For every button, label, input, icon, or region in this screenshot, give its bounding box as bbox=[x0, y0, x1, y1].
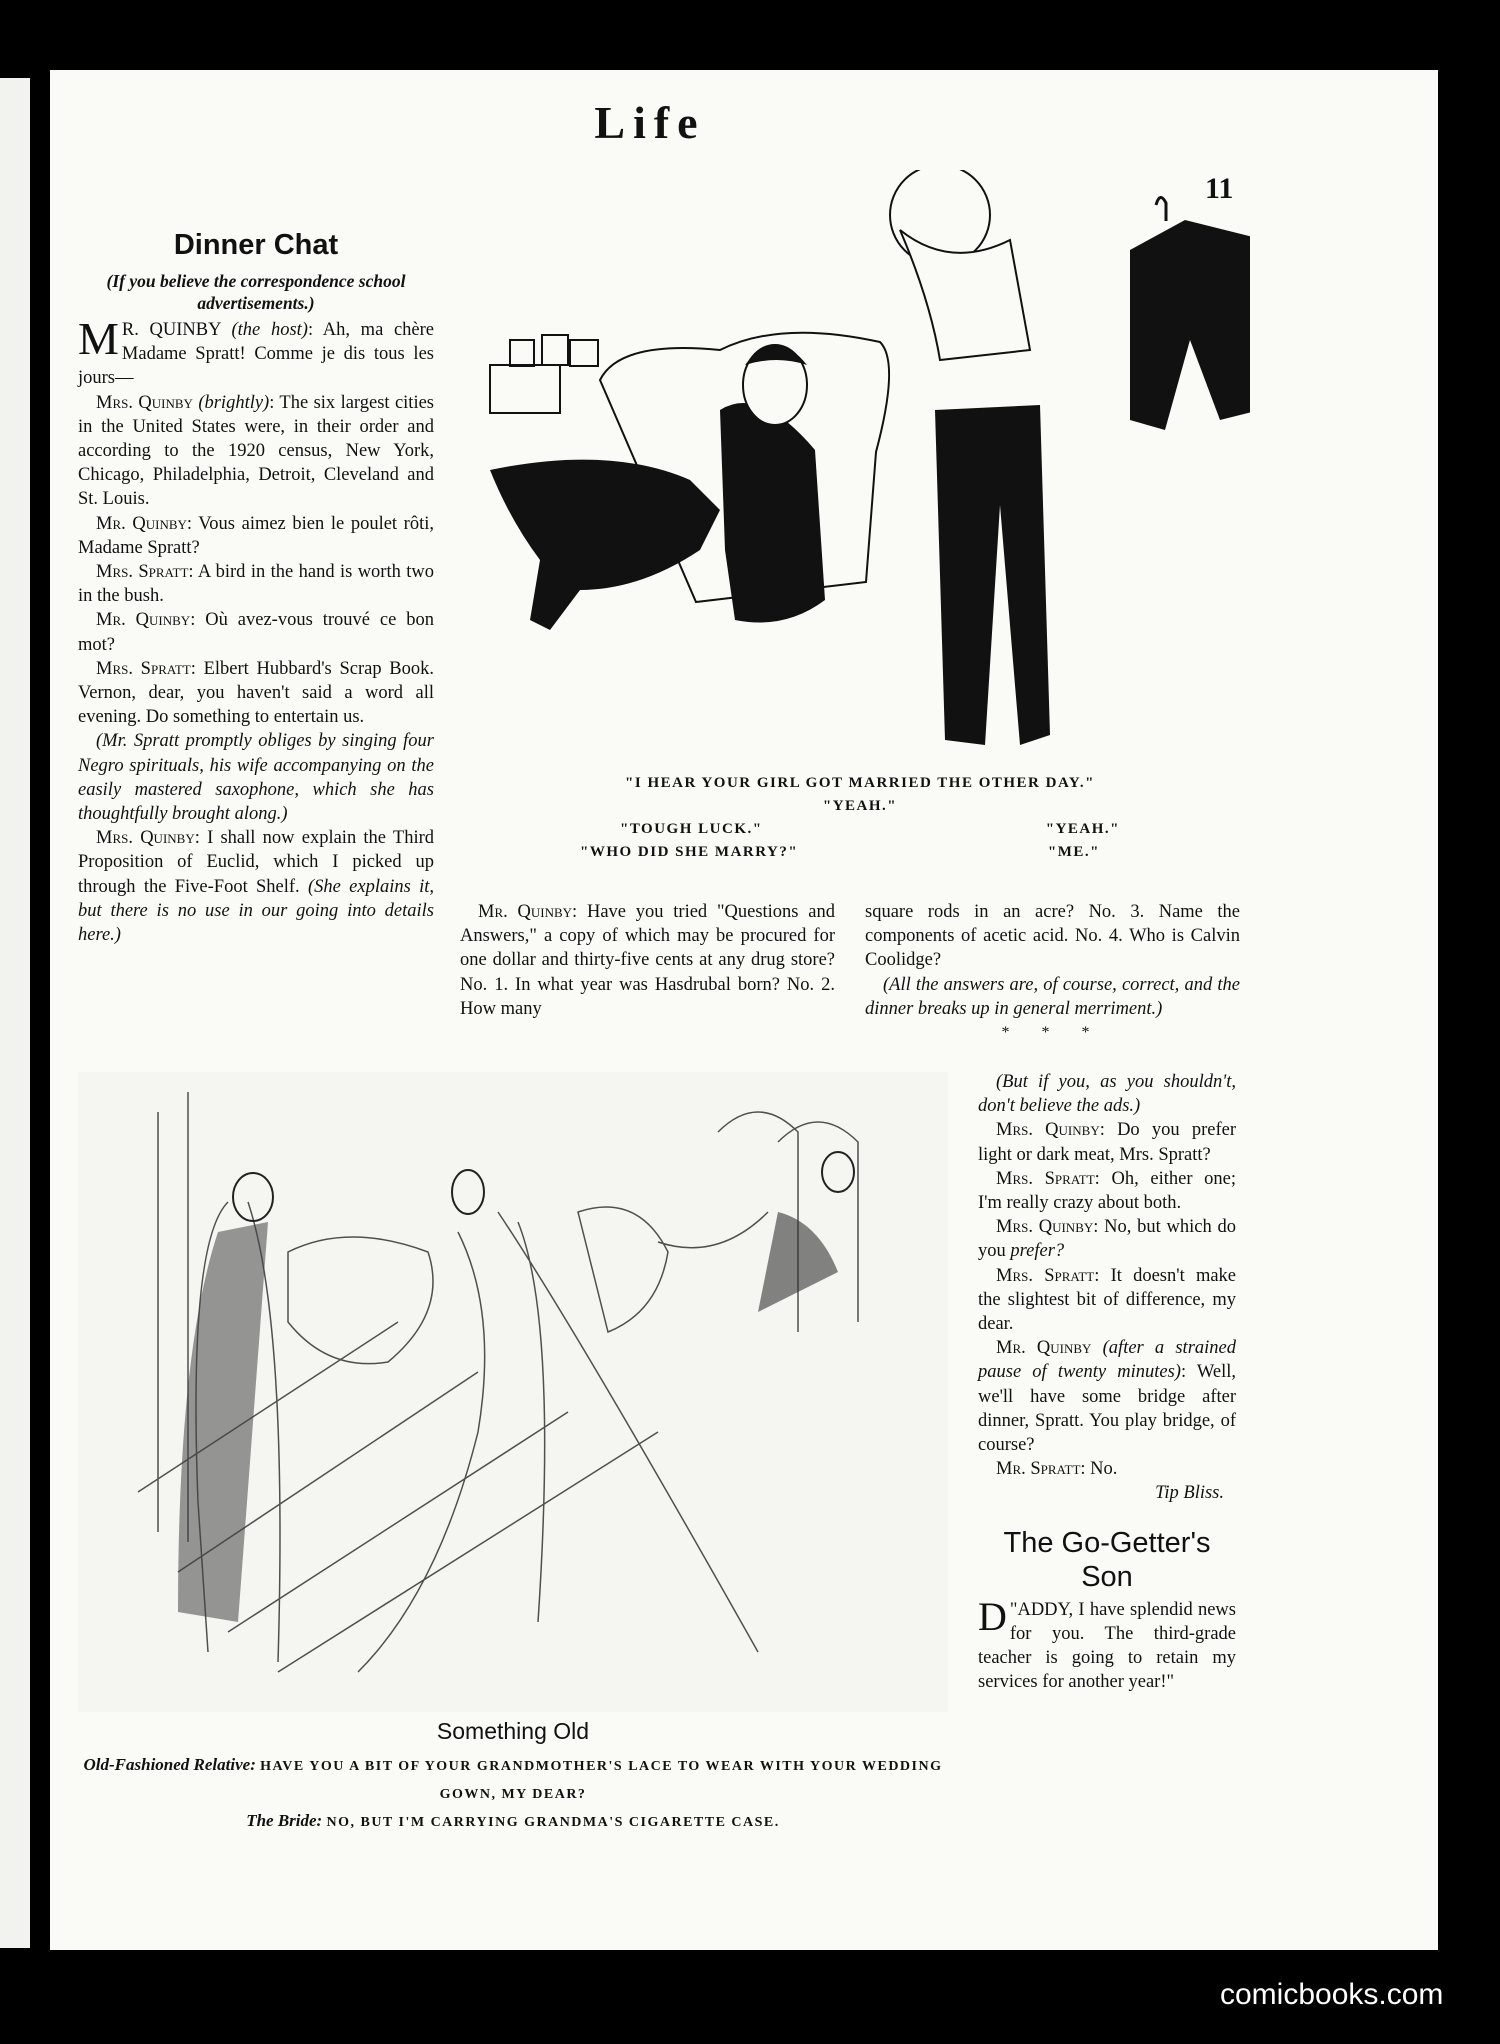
paragraph bbox=[78, 391, 434, 512]
dialogue: HAVE YOU A BIT OF YOUR GRANDMOTHER'S LACE TO WEAR WITH YOUR WEDDING GOWN, MY DEAR? bbox=[260, 1759, 943, 1802]
caption-row bbox=[560, 818, 1160, 841]
speaker: Mrs. Quinby bbox=[96, 828, 195, 849]
cartoon-title: Something Old bbox=[436, 1718, 590, 1744]
paragraph bbox=[78, 608, 434, 656]
cartoon-illustration-men-dressing bbox=[470, 170, 1250, 770]
paragraph bbox=[78, 512, 434, 560]
caption-line bbox=[78, 1808, 948, 1836]
dialogue: NO, BUT I'M CARRYING GRANDMA'S CIGARETTE CASE. bbox=[326, 1815, 780, 1830]
speaker: Mrs. Spratt bbox=[96, 562, 189, 583]
speaker: Mrs. Quinby bbox=[996, 1217, 1094, 1238]
dialogue: ADDY, I have splendid news for you. The third-grade teacher is going to retain my services for another year!" bbox=[978, 1599, 1236, 1693]
go-getter-title: The Go-Getter's Son bbox=[1003, 1526, 1211, 1593]
paragraph bbox=[978, 1264, 1236, 1337]
dialogue: : A bird in the hand is worth two in the bush. bbox=[78, 562, 434, 607]
dialogue: : Où avez-vous trouvé ce bon mot? bbox=[78, 610, 434, 655]
caption-line: "TOUGH LUCK." bbox=[620, 821, 763, 837]
cartoon-caption bbox=[560, 772, 1160, 864]
dinner-chat-continued-1 bbox=[460, 900, 835, 1021]
paragraph bbox=[78, 560, 434, 608]
open-quote: " bbox=[1009, 1599, 1018, 1620]
caption-line: "I HEAR YOUR GIRL GOT MARRIED THE OTHER DAY." bbox=[625, 775, 1095, 791]
speaker: Mrs. Quinby bbox=[996, 1120, 1100, 1141]
watermark: comicbooks.com bbox=[1220, 1978, 1444, 2011]
cartoon-caption bbox=[78, 1752, 948, 1836]
speaker: Mr. Quinby bbox=[996, 1338, 1092, 1359]
dialogue: : Vous aimez bien le poulet rôti, Madame Spratt? bbox=[78, 513, 434, 558]
dialogue: : Do you prefer light or dark meat, Mrs. Spratt? bbox=[978, 1120, 1237, 1165]
dialogue: square rods in an acre? No. 3. Name the components of acetic acid. No. 4. Who is Calvin Coolidge? bbox=[865, 902, 1240, 971]
author-signature: Tip Bliss. bbox=[1155, 1483, 1224, 1504]
stage-direction: (Mr. Spratt promptly obliges by singing four Negro spirituals, his wife accompanying on the easily mastered saxophone, which she has thoughtfully brought along.) bbox=[78, 731, 434, 825]
stage-direction: (the host) bbox=[231, 320, 308, 340]
drop-cap: M bbox=[78, 313, 119, 364]
article-subtitle: (If you believe the correspondence school advertisements.) bbox=[106, 271, 406, 313]
dialogue: : Elbert Hubbard's Scrap Book. Vernon, dear, you haven't said a word all evening. Do something to entertain us. bbox=[78, 658, 434, 728]
paragraph bbox=[978, 1118, 1236, 1166]
speaker: Mr. Quinby bbox=[96, 513, 187, 534]
paragraph bbox=[78, 826, 434, 947]
speaker: Mr. Spratt bbox=[996, 1459, 1081, 1480]
caption-line bbox=[78, 1752, 948, 1808]
dialogue: : Have you tried "Questions and Answers," a copy of which may be procured for one dollar and thirty-five cents at any drug store? No. 1. In what year was Hasdrubal born? No. 2. How many bbox=[460, 902, 835, 1019]
paragraph bbox=[460, 900, 835, 1021]
paragraph bbox=[978, 1215, 1236, 1263]
dialogue: : Well, we'll have some bridge after dinner, Spratt. You play bridge, of course? bbox=[978, 1362, 1236, 1456]
paragraph bbox=[78, 657, 434, 730]
speaker: Mr. Quinby bbox=[96, 610, 191, 631]
caption-line: "YEAH." bbox=[822, 798, 898, 814]
caption-line: "WHO DID SHE MARRY?" bbox=[580, 844, 799, 860]
speaker: Mr. Quinby bbox=[478, 902, 573, 922]
stage-direction: (She explains it, but there is no use in our going into details here.) bbox=[78, 876, 434, 946]
speaker: The Bride: bbox=[246, 1811, 323, 1830]
paragraph bbox=[978, 1167, 1236, 1215]
paragraph bbox=[978, 1457, 1236, 1481]
dinner-chat-continued-2 bbox=[865, 900, 1240, 1045]
stage-direction: (after a strained pause of twenty minutes) bbox=[978, 1338, 1236, 1383]
dialogue: : No. bbox=[1080, 1459, 1118, 1480]
paragraph bbox=[78, 313, 435, 391]
dialogue-emphasis: prefer? bbox=[1010, 1241, 1065, 1262]
caption-line: "ME." bbox=[1047, 844, 1100, 860]
go-getter-text bbox=[978, 1593, 1236, 1695]
dialogue: : I shall now explain the Third Proposition of Euclid, which I picked up through the Five-Foot Shelf. bbox=[78, 828, 435, 897]
page-number: 11 bbox=[1205, 172, 1234, 205]
masthead-logo: Life bbox=[594, 97, 706, 148]
drop-cap: D bbox=[978, 1593, 1007, 1639]
dialogue: : Oh, either one; I'm really crazy about both. bbox=[978, 1168, 1237, 1214]
stage-direction: (All the answers are, of course, correct, and the dinner breaks up in general merriment.) bbox=[865, 974, 1240, 1019]
right-column bbox=[978, 1070, 1236, 1694]
dialogue: : It doesn't make the slightest bit of difference, my dear. bbox=[978, 1265, 1236, 1335]
adjacent-page-edge bbox=[0, 78, 30, 1948]
caption-line: "YEAH." bbox=[1045, 821, 1120, 837]
speaker: Mrs. Spratt bbox=[996, 1168, 1095, 1189]
paragraph bbox=[978, 1336, 1236, 1457]
speaker: R. QUINBY bbox=[121, 320, 221, 340]
caption-row bbox=[560, 841, 1160, 864]
speaker: Mrs. Spratt bbox=[96, 658, 191, 679]
speaker: Mrs. Quinby bbox=[96, 392, 193, 413]
article-title: Dinner Chat bbox=[173, 229, 339, 261]
dialogue: : Ah, ma chère Madame Spratt! Comme je dis tous les jours— bbox=[78, 320, 435, 389]
stage-direction: (But if you, as you shouldn't, don't believe the ads.) bbox=[978, 1072, 1236, 1117]
dialogue: : The six largest cities in the United States were, in their order and according to the 1920 census, New York, Chicago, Philadelphia, Detroit, Cleveland and St. Louis. bbox=[78, 392, 434, 510]
dialogue: : No, but which do you bbox=[978, 1217, 1237, 1262]
speaker: Mrs. Spratt bbox=[996, 1265, 1095, 1286]
wedding-sketch-illustration bbox=[78, 1072, 948, 1712]
dinner-chat-column bbox=[78, 228, 434, 947]
section-break: * * * bbox=[1001, 1024, 1104, 1042]
stage-direction: (brightly) bbox=[198, 392, 270, 413]
speaker: Old-Fashioned Relative: bbox=[83, 1755, 256, 1774]
